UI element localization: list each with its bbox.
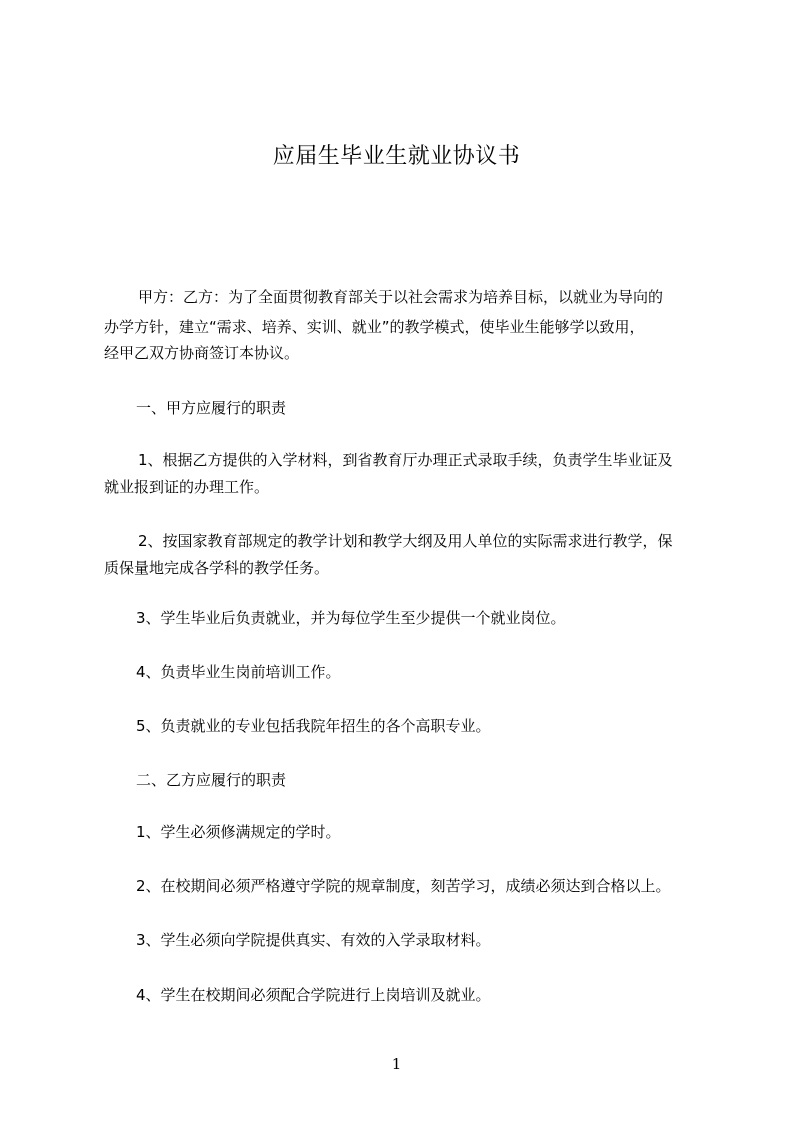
section-1-heading: 一、甲方应履行的职责 bbox=[136, 399, 287, 417]
section-2-item-1: 1、学生必须修满规定的学时。 bbox=[136, 823, 341, 841]
intro-line-3: 经甲乙双方协商签订本协议。 bbox=[104, 344, 300, 362]
section-2-item-4: 4、学生在校期间必须配合学院进行上岗培训及就业。 bbox=[136, 986, 491, 1004]
section-1-item-5: 5、负责就业的专业包括我院年招生的各个高职专业。 bbox=[136, 717, 491, 735]
section-1-item-1-line-2: 就业报到证的办理工作。 bbox=[104, 478, 270, 496]
section-1-item-2-line-2: 质保量地完成各学科的教学任务。 bbox=[104, 559, 330, 577]
document-title: 应届生毕业生就业协议书 bbox=[272, 144, 521, 169]
section-2-item-2: 2、在校期间必须严格遵守学院的规章制度，刻苦学习，成绩必须达到合格以上。 bbox=[136, 877, 671, 895]
section-1-item-3: 3、学生毕业后负责就业，并为每位学生至少提供一个就业岗位。 bbox=[136, 609, 566, 627]
intro-line-1: 甲方：乙方：为了全面贯彻教育部关于以社会需求为培养目标，以就业为导向的 bbox=[138, 288, 664, 306]
section-1-item-4: 4、负责毕业生岗前培训工作。 bbox=[136, 663, 341, 681]
section-2-item-3: 3、学生必须向学院提供真实、有效的入学录取材料。 bbox=[136, 931, 491, 949]
section-1-item-2-line-1: 2、按国家教育部规定的教学计划和教学大纲及用人单位的实际需求进行教学，保 bbox=[138, 532, 673, 550]
page-number: 1 bbox=[391, 1055, 402, 1073]
section-1-item-1-line-1: 1、根据乙方提供的入学材料，到省教育厅办理正式录取手续，负责学生毕业证及 bbox=[138, 451, 673, 469]
intro-line-2: 办学方针，建立“需求、培养、实训、就业”的教学模式，使毕业生能够学以致用， bbox=[104, 318, 645, 336]
section-2-heading: 二、乙方应履行的职责 bbox=[136, 771, 287, 789]
